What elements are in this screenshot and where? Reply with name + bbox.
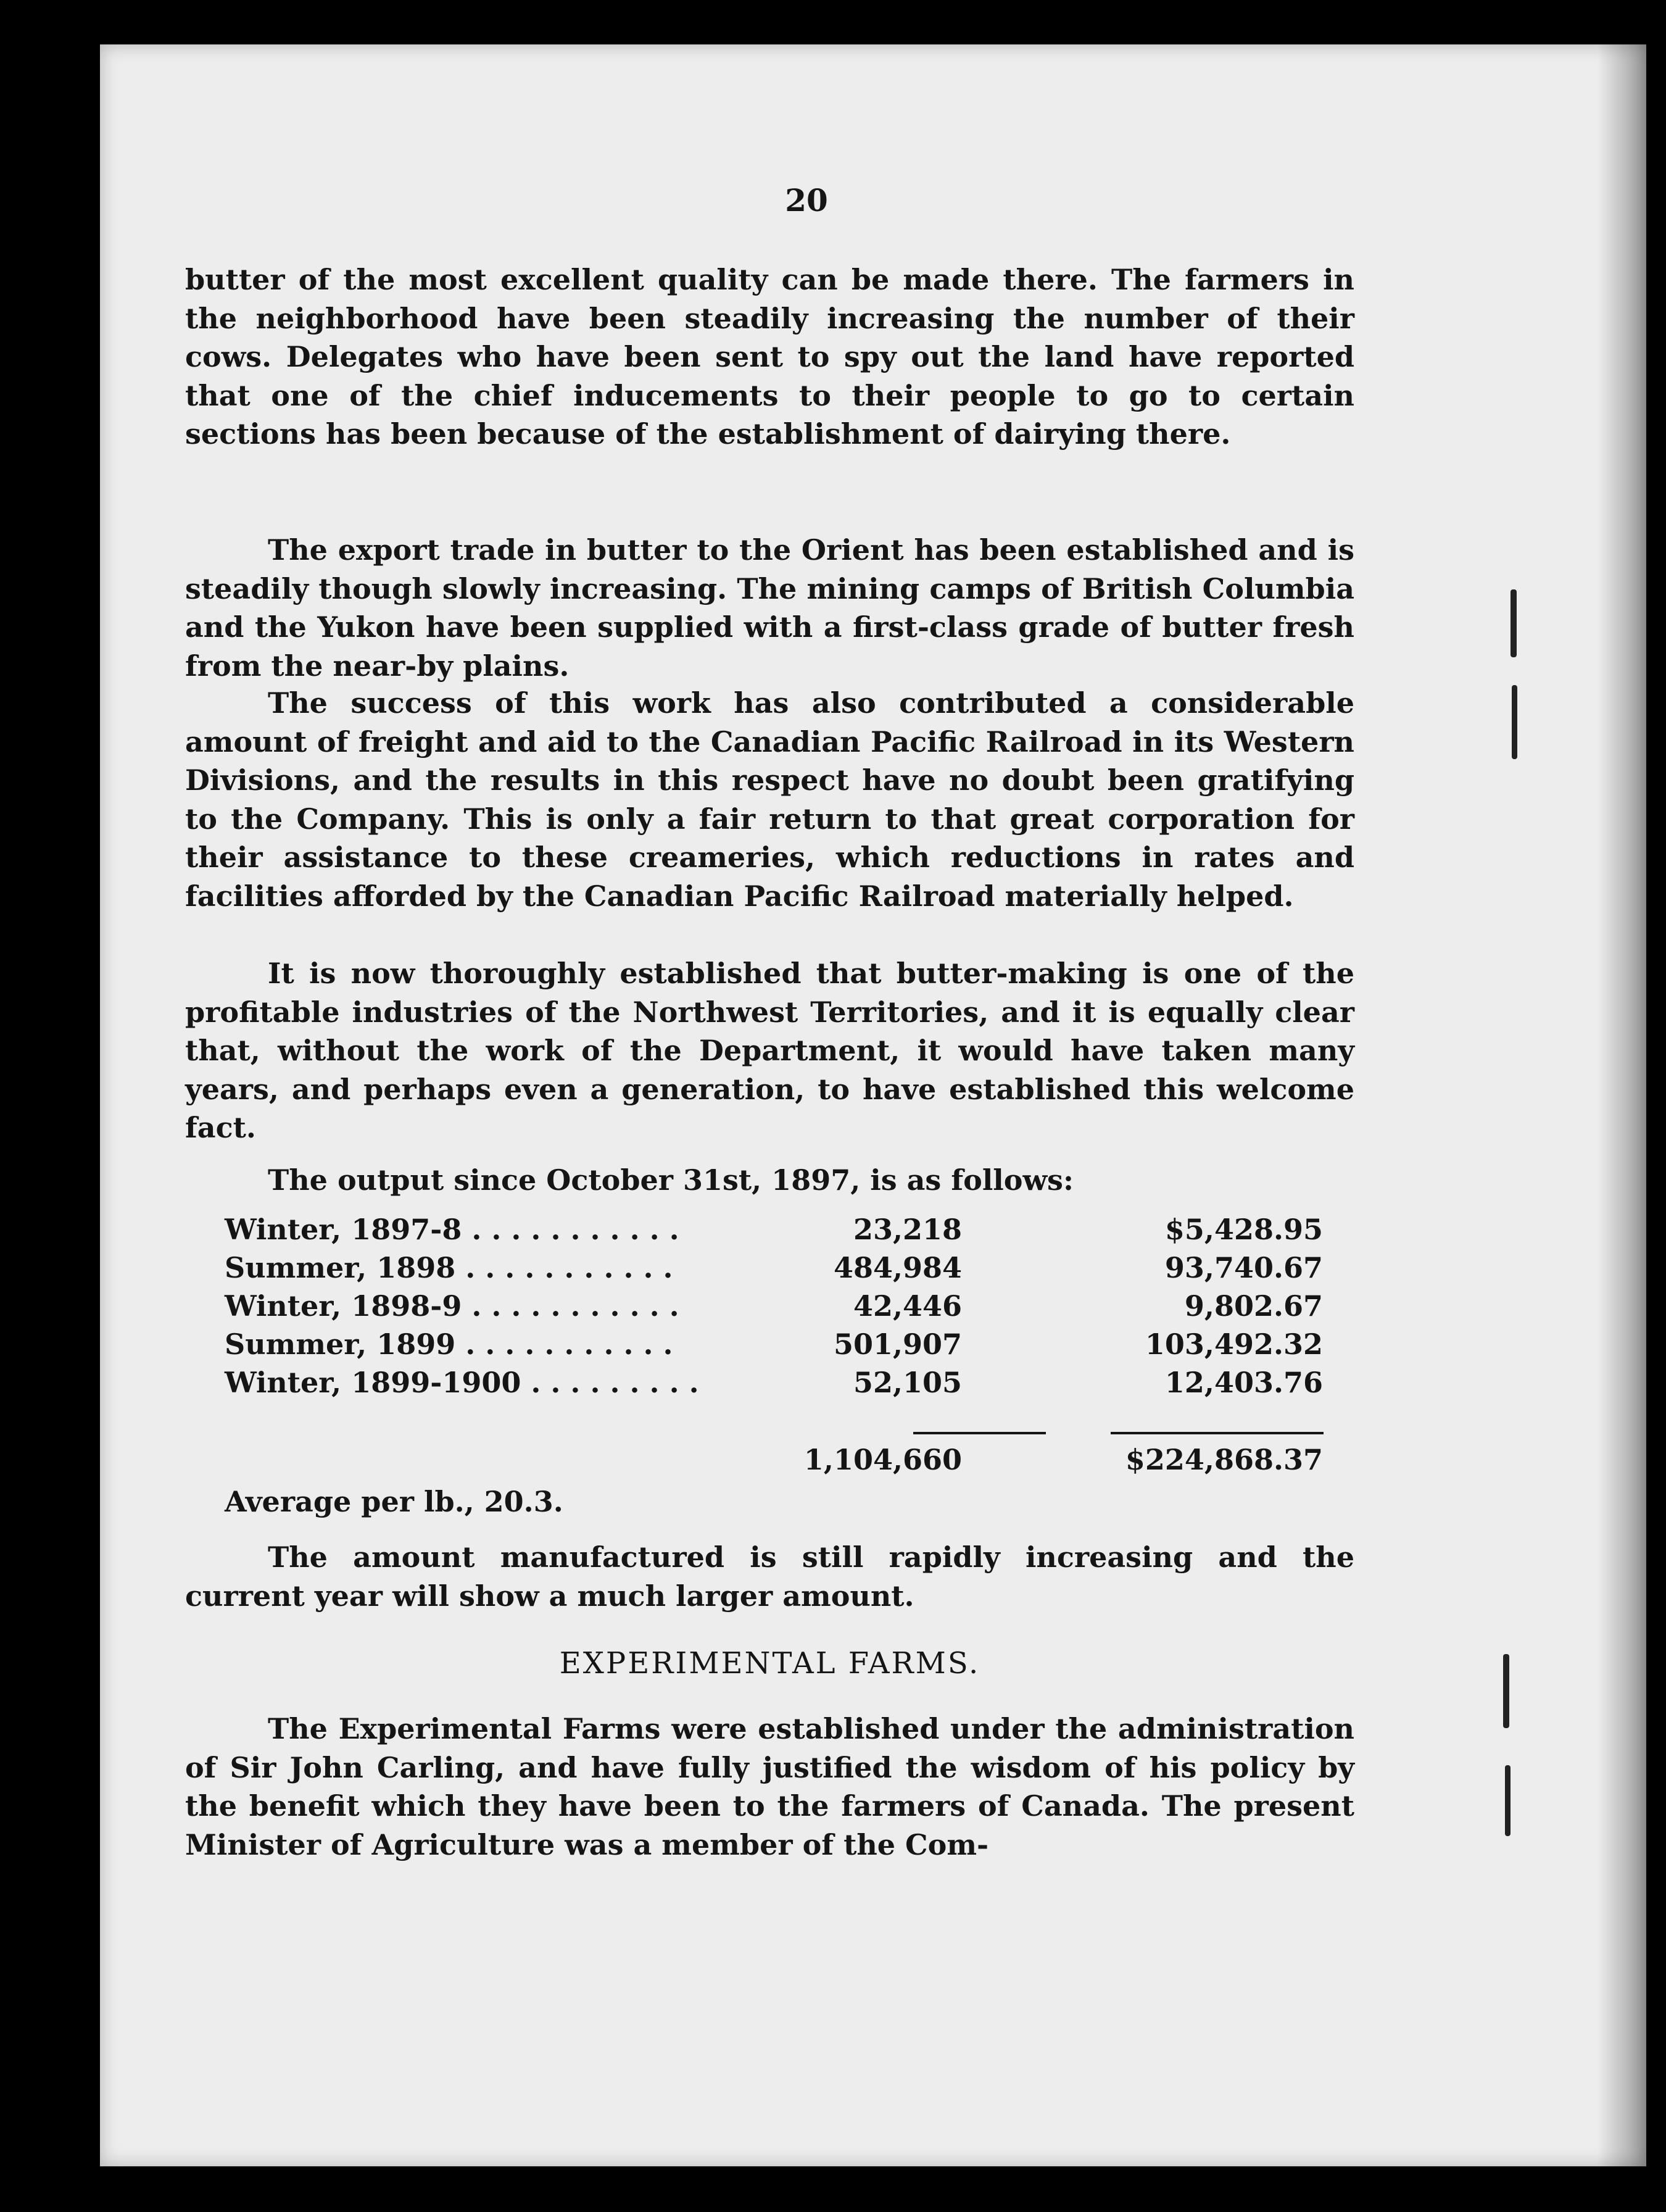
paragraph-3: The success of this work has also contributed a considerable amount of freight and aid to the Canadian Pacific Railroad in its Western Divisions, and the results in this respect have no doubt been gratifying to the Company. This is only a fair return to that great corporation for their assistance to these creameries, which reductions in rates and facilities afforded by the Canadian Pacific Railroad materially helped. (185, 686, 1354, 913)
total-value: $224,868.37 (1125, 1443, 1323, 1476)
margin-mark (1503, 1654, 1509, 1728)
row-value: $5,428.95 (1164, 1213, 1323, 1246)
margin-mark (1512, 685, 1517, 759)
margin-mark (1505, 1765, 1511, 1836)
row-season: Summer, 1898 . . . . . . . . . . . (225, 1251, 673, 1284)
row-value: 12,403.76 (1164, 1366, 1323, 1399)
row-value: 9,802.67 (1184, 1289, 1323, 1323)
row-season: Winter, 1899-1900 . . . . . . . . . (225, 1366, 699, 1399)
total-quantity: 1,104,660 (803, 1443, 962, 1476)
margin-mark (1511, 589, 1517, 657)
table-row (225, 1251, 1323, 1289)
row-value: 93,740.67 (1164, 1251, 1323, 1284)
row-quantity: 484,984 (833, 1251, 962, 1284)
row-quantity: 501,907 (833, 1328, 962, 1361)
row-season: Winter, 1898-9 . . . . . . . . . . . (225, 1289, 679, 1323)
row-value: 103,492.32 (1145, 1328, 1323, 1361)
output-intro: The output since October 31st, 1897, is as follows: (268, 1163, 1074, 1197)
row-season: Summer, 1899 . . . . . . . . . . . (225, 1328, 673, 1361)
paragraph-1: butter of the most excellent quality can be made there. The farmers in the neighborhood have been steadily increasing the number of their cows. Delegates who have been sent to spy out the land have reported that one of the chief inducements to their people to go to certain sections has been because of the establishment of dairying there. (185, 263, 1354, 451)
row-quantity: 52,105 (853, 1366, 962, 1399)
output-table (225, 1213, 1323, 1404)
total-rule-value (1111, 1432, 1324, 1434)
table-row (225, 1213, 1323, 1251)
total-rule-quantity (913, 1432, 1046, 1434)
row-quantity: 42,446 (853, 1289, 962, 1323)
paragraph-5: The amount manufactured is still rapidly increasing and the current year will show a much larger amount. (185, 1540, 1354, 1613)
binding-shadow (1597, 44, 1646, 2166)
row-quantity: 23,218 (853, 1213, 962, 1246)
section-heading: EXPERIMENTAL FARMS. (559, 1646, 980, 1681)
table-row (225, 1328, 1323, 1366)
table-row (225, 1366, 1323, 1404)
totals-row (225, 1443, 1323, 1481)
row-season: Winter, 1897-8 . . . . . . . . . . . (225, 1213, 679, 1246)
page-number: 20 (785, 182, 828, 218)
paragraph-4: It is now thoroughly established that butter-making is one of the profitable industries of the Northwest Territories, and it is equally clear that, without the work of the Department, it would have taken many years, and perhaps even a generation, to have established this welcome fact. (185, 957, 1354, 1144)
paragraph-6: The Experimental Farms were established under the administration of Sir John Carling, and have fully justified the wisdom of his policy by the benefit which they have been to the farmers of Canada. The present Minister of Agriculture was a member of the Com- (185, 1712, 1354, 1861)
paragraph-2: The export trade in butter to the Orient has been established and is steadily though slowly increasing. The mining camps of British Columbia and the Yukon have been supplied with a first-class grade of butter fresh from the near-by plains. (185, 533, 1354, 683)
table-row (225, 1289, 1323, 1328)
average-per-lb: Average per lb., 20.3. (225, 1485, 563, 1518)
